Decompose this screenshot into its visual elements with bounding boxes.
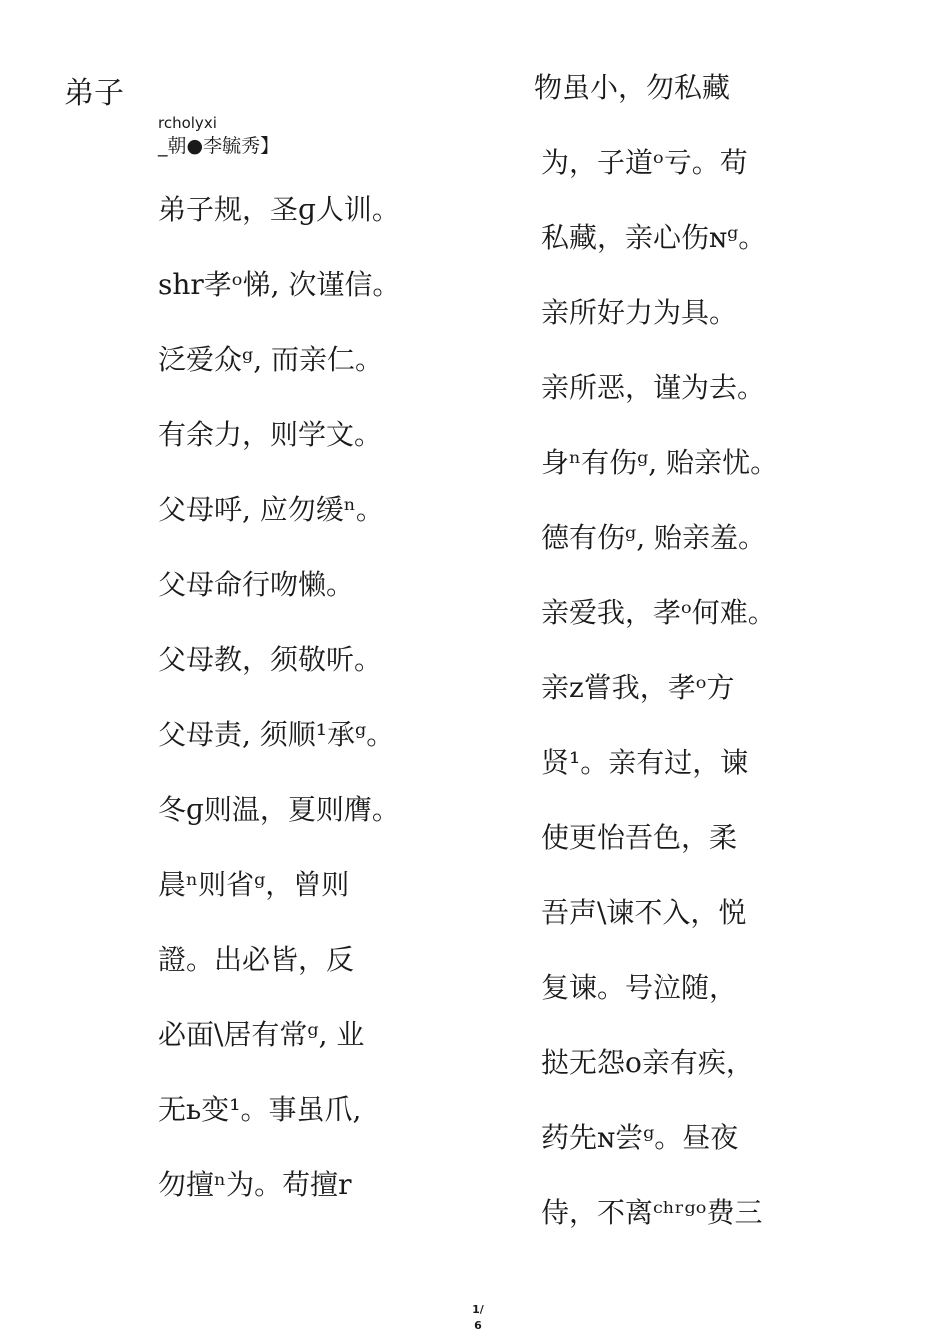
text-line: 父母教，须敬听。 [158,643,383,676]
page-number [468,1302,488,1334]
text-line: 侍，不离ᶜʰʳᵍᵒ费三 [541,1196,763,1229]
text-line: 亲所好力为具。 [541,296,738,329]
text-line: 挞无怨o亲有疾， [541,1046,754,1079]
text-line: 證。出必皆，反 [158,943,355,976]
document-title: 弟子 [64,76,124,111]
text-line: 药先ɴ尝ᵍ。昼夜 [541,1121,739,1154]
text-line: 必面\居有常ᵍ, 业 [158,1018,365,1051]
text-line: 德有伤ᵍ, 贻亲羞。 [541,521,766,554]
text-line: 泛爱众ᵍ, 而亲仁。 [158,343,383,376]
text-line: shr孝ᵒ悌, 次谨信。 [158,268,401,301]
text-line: 亲爱我，孝ᵒ何难。 [541,596,776,629]
text-line: 物虽小，勿私藏 [534,71,731,104]
text-line: 复谏。号泣随， [541,971,738,1004]
text-line: 勿擅ⁿ为。苟擅r [158,1168,352,1201]
text-line: 有余力，则学文。 [158,418,383,451]
text-line: 亲所恶，谨为去。 [541,371,766,404]
text-line: 父母呼, 应勿缓ⁿ。 [158,493,384,526]
text-line: 身ⁿ有伤ᵍ, 贻亲忧。 [541,446,779,479]
author-line: _朝●李毓秀】 [158,135,280,157]
text-line: 贤¹。亲有过，谏 [541,746,749,779]
pinyin-annotation: rcholyxi [158,114,217,132]
page-number-current: 1/ [472,1303,484,1316]
page-number-total: 6 [474,1319,482,1332]
text-line: 亲z嘗我，孝ᵒ方 [541,671,735,704]
text-line: 父母责, 须顺¹承ᵍ。 [158,718,395,751]
text-line: 私藏，亲心伤ɴᵍ。 [541,221,767,254]
text-line: 冬ɡ则温，夏则膺。 [158,793,400,826]
text-line: 父母命行吻懒。 [158,568,355,601]
text-line: 无ь变¹。事虽爪, [158,1093,362,1126]
text-line: 为，子道ᵒ亏。苟 [541,146,748,179]
text-line: 晨ⁿ则省ᵍ，曾则 [158,868,350,901]
text-line: 吾声\谏不入，悦 [541,896,747,929]
text-line: 使更怡吾色，柔 [541,821,738,854]
text-line: 弟子规，圣ɡ人训。 [158,193,400,226]
